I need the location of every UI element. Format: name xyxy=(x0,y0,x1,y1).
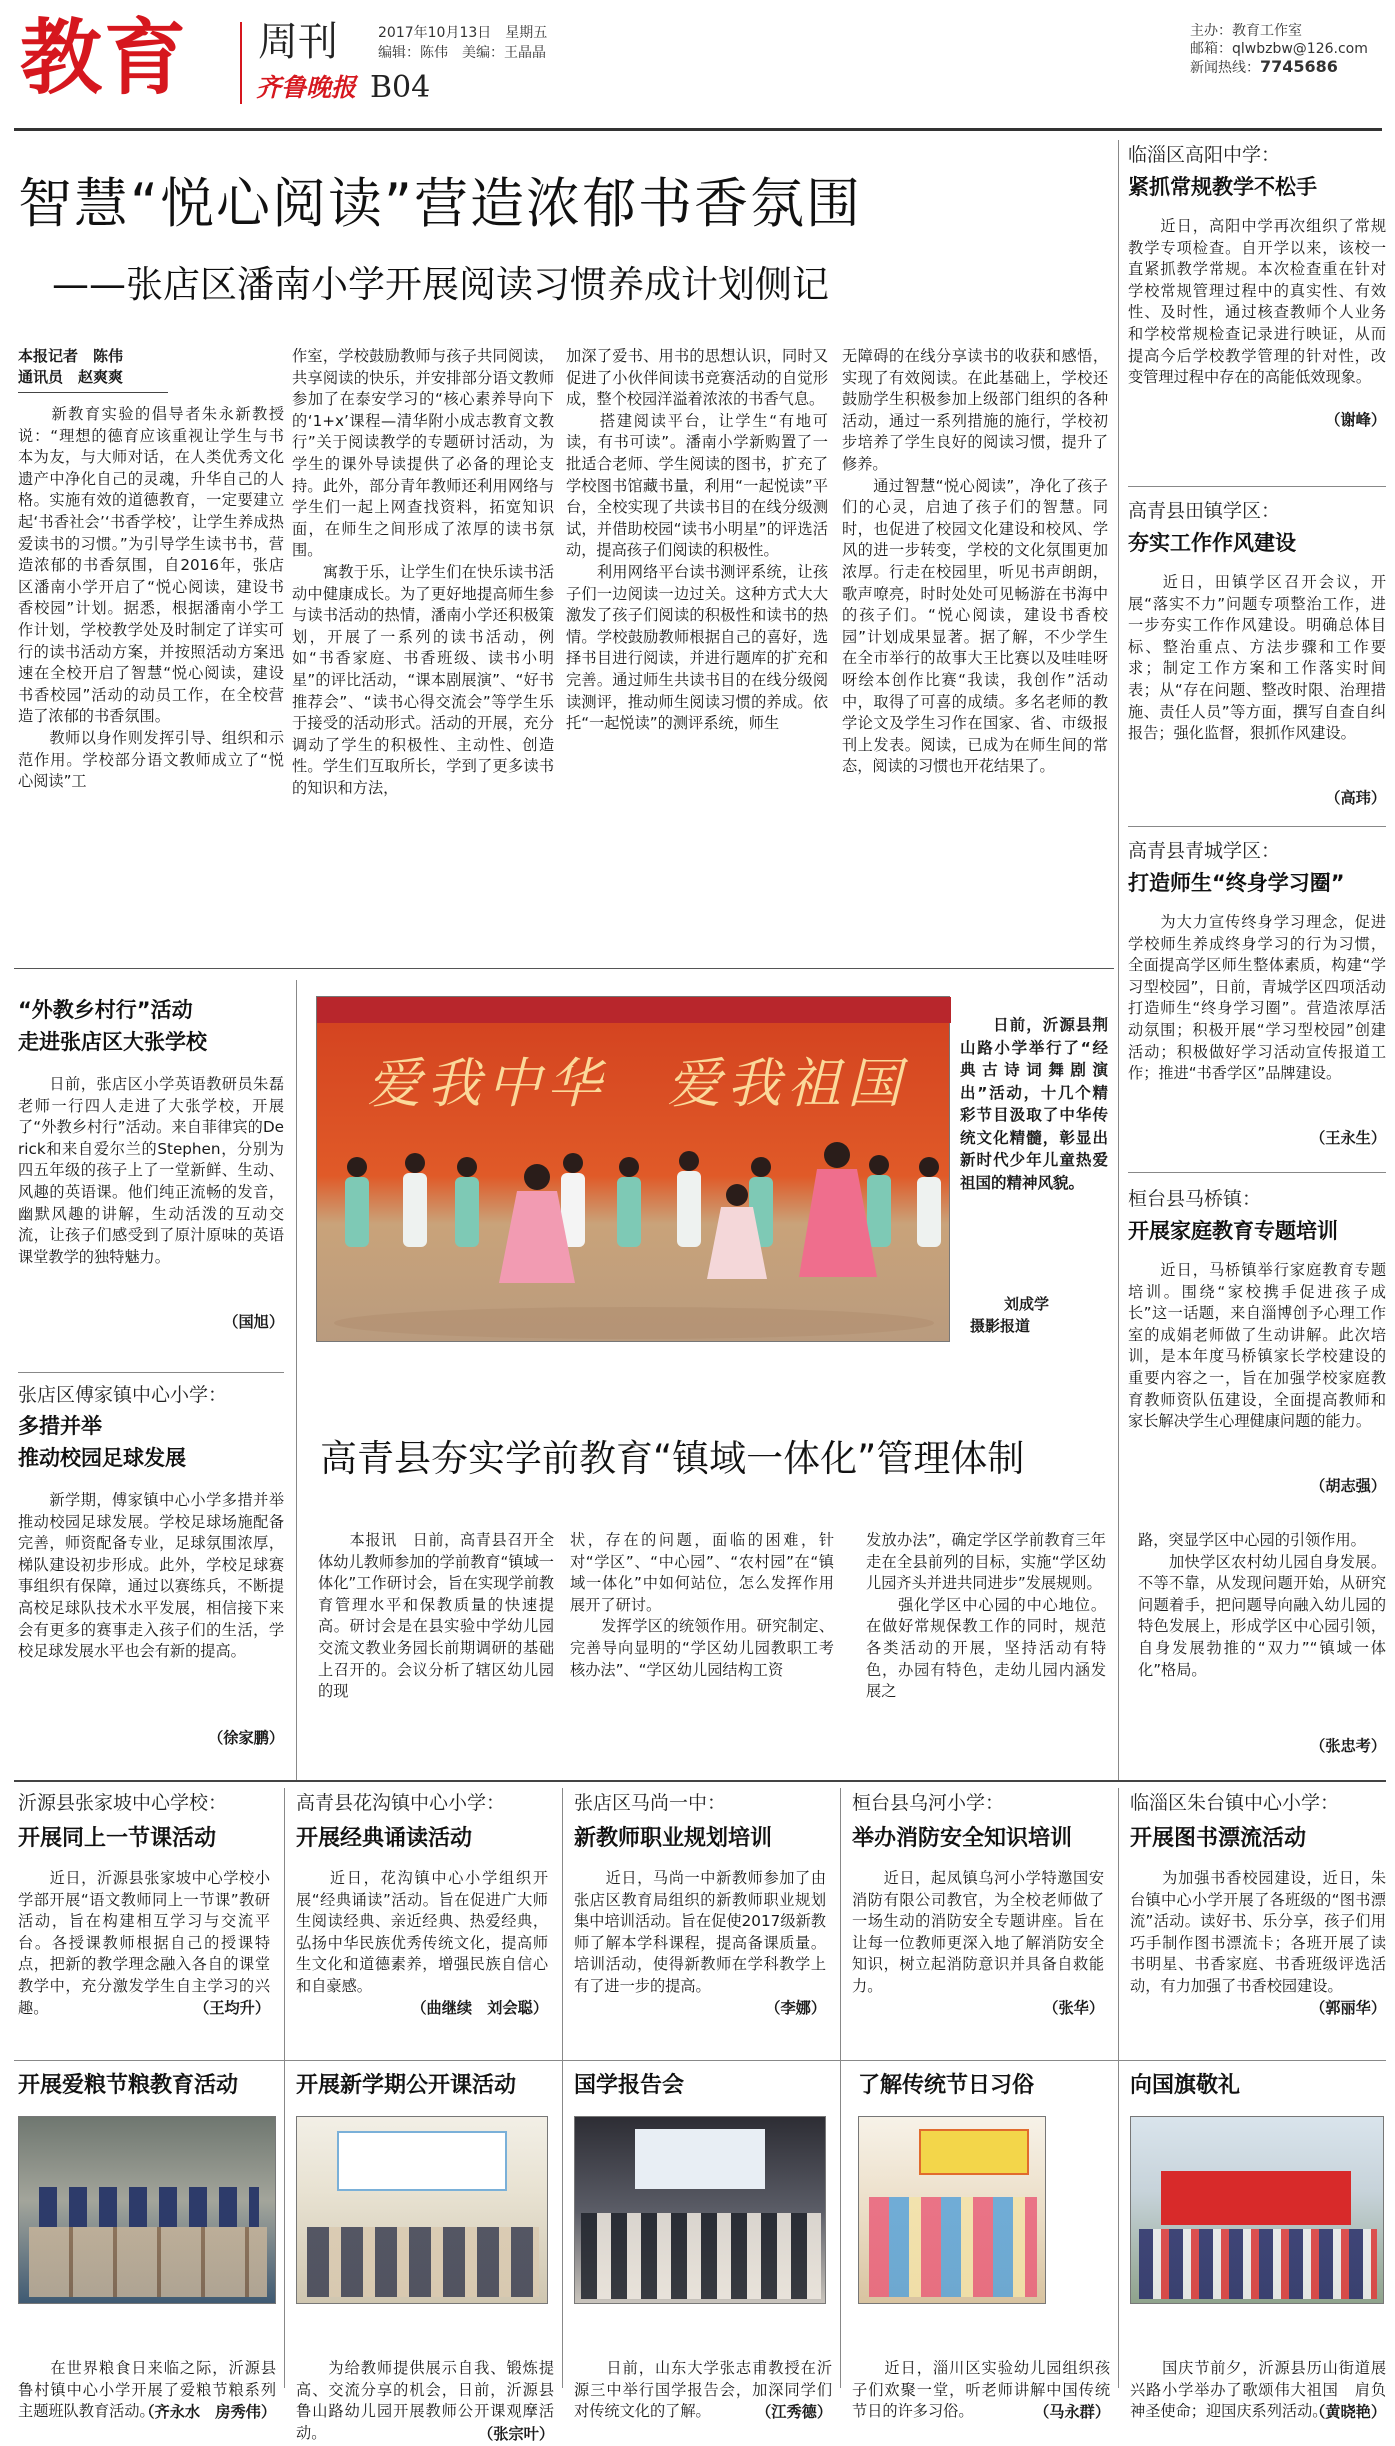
students-saluting xyxy=(1139,2229,1377,2299)
brief-sign: （郭丽华） xyxy=(1310,1999,1386,2017)
brief-headline: 开展同上一节课活动 xyxy=(18,1826,217,1851)
right-item-headline: 紧抓常规教学不松手 xyxy=(1128,175,1317,199)
lead-column-2: 作室，学校鼓励教师与孩子共同阅读，共享阅读的快乐，并安排部分语文教师参加了在泰安学习的“核心素养导向下的‘1+x’课程—清华附小成志教育文教行”关于阅读教学的专题研讨活动，为学生的课外导读提供了必备的理论支持。此外，部分青年教师还利用网络与学生们一起上网查找资料，拓宽知识面，在师生之间形成了浓厚的读书氛围。 寓教于乐，让学生们在快乐读书活动中健康成长。为了更好地提高师生参与读书活动的热情，潘南小学还积极策划，开展了一系列的读书活动，例如“书香家庭、书香班级、读书小明星”的评比活动，“课本剧展演”、“好书推荐会”、“读书心得交流会”等学生乐于接受的活动形式。活动的开展，充分调动了学生的积极性、主动性、创造性。学生们互取所长，学到了更多读书的知识和方法， xyxy=(292,347,554,797)
host-info: 主办：教育工作室 xyxy=(1190,23,1302,39)
photo-story-sign: （张宗叶） xyxy=(478,2425,554,2443)
left-item-sign: （徐家鹏） xyxy=(208,1729,284,1747)
right-item-headline: 打造师生“终身学习圈” xyxy=(1128,871,1345,895)
left-item-headline-1: 多措并举 xyxy=(18,1414,102,1438)
brief-kicker: 沂源县张家坡中心学校： xyxy=(18,1792,228,1814)
right-item-kicker: 高青县青城学区： xyxy=(1128,840,1281,862)
right-item-kicker: 临淄区高阳中学： xyxy=(1128,144,1281,166)
brief-4 xyxy=(852,1788,1104,2058)
editor-credit: 编辑：陈伟 美编：王晶晶 xyxy=(378,45,546,61)
right-rule-2 xyxy=(1128,826,1386,827)
left-item-1 xyxy=(18,994,284,1334)
brand-logo: 齐鲁晚报 xyxy=(256,73,357,102)
right-item-sign: （王永生） xyxy=(1310,1129,1386,1147)
page-number: B04 xyxy=(370,70,431,105)
email-info: 邮箱：qlwbzbw@126.com xyxy=(1190,41,1368,57)
right-item-sign: （胡志强） xyxy=(1310,1477,1386,1495)
brief-body: 为加强书香校园建设，近日，朱台镇中心小学开展了各班级的“图书漂流”活动。读好书、乐分享，孩子们用巧手制作图书漂流卡；各班开展了读书明星、书香家庭、书香班级评选活动，有力加强了书香校园建设。 xyxy=(1130,1869,1386,1995)
photos-top-rule xyxy=(14,2060,1386,2061)
brief-headline: 开展图书漂流活动 xyxy=(1130,1826,1307,1851)
brief-divider-3 xyxy=(840,1788,841,2388)
hotline-info xyxy=(1190,58,1338,77)
photo-credit-name: 刘成学 xyxy=(1004,1295,1050,1313)
brief-headline: 开展经典诵读活动 xyxy=(296,1826,473,1851)
photo-story-caption: 在世界粮食日来临之际，沂源县鲁村镇中心小学开展了爱粮节粮系列主题班队教育活动。 xyxy=(18,2359,276,2421)
second-headline: 高青县夯实学前教育“镇域一体化”管理体制 xyxy=(320,1437,1025,1480)
brief-headline: 举办消防安全知识培训 xyxy=(852,1826,1073,1851)
photo-story-headline: 了解传统节日习俗 xyxy=(858,2073,1035,2098)
issue-date: 2017年10月13日 星期五 xyxy=(378,25,548,41)
left-item-body: 新学期，傅家镇中心小学多措并举推动校园足球发展。学校足球场施配备完善，师资配备专业，足球氛围浓厚，梯队建设初步形成。此外，学校足球赛事组织有保障，通过以赛练兵，不断提高校足球队技术水平发展，相信接下来会有更多的赛事走入孩子们的生活，学校足球发展水平也会有新的提高。 xyxy=(18,1491,284,1661)
brief-body: 近日，马尚一中新教师参加了由张店区教育局组织的新教师职业规划集中培训活动。旨在促使2017级新教师了解本学科课程，提高备课质量。培训活动，使得新教师在学科教学上有了进一步的提高。 xyxy=(574,1869,826,1995)
photo-story-headline: 开展爱粮节粮教育活动 xyxy=(18,2073,239,2098)
photo-story-sign: （黄晓艳） xyxy=(1310,2403,1386,2421)
brief-sign: （王均升） xyxy=(194,1999,270,2017)
photo-story-5 xyxy=(1130,2068,1386,2424)
masthead xyxy=(0,0,1395,130)
photo-story-image xyxy=(858,2116,1046,2304)
second-column-3: 发放办法”，确定学区学前教育三年走在全县前列的目标，实施“学区幼儿园齐头并进共同进步”发展规则。 强化学区中心园的中心地位。在做好常规保教工作的同时，规范各类活动的开展，坚持活动有特色，办园有特色，走幼儿园内涵发展之 xyxy=(866,1531,1106,1701)
brief-divider-1 xyxy=(284,1788,285,2388)
right-item-kicker: 高青县田镇学区： xyxy=(1128,500,1281,522)
left-item-headline-2: 走进张店区大张学校 xyxy=(18,1030,207,1054)
right-item-1 xyxy=(1128,140,1386,432)
brief-sign: （曲继续 刘会聪） xyxy=(411,1999,548,2017)
stage-curtain xyxy=(317,997,951,1023)
second-divider xyxy=(1118,1506,1119,1780)
brief-body: 近日，起凤镇乌河小学特邀国安消防有限公司教官，为全校老师做了一场生动的消防安全专题讲座。旨在让每一位教师更深入地了解消防安全知识，树立起消防意识并具备自救能力。 xyxy=(852,1869,1104,1995)
left-column-divider xyxy=(296,980,297,1780)
photo-story-2 xyxy=(296,2068,554,2446)
masthead-rule xyxy=(14,128,1382,131)
left-item-2 xyxy=(18,1380,284,1750)
brief-divider-2 xyxy=(562,1788,563,2388)
second-column-1: 本报讯 日前，高青县召开全体幼儿教师参加的学前教育“镇域一体化”工作研讨会，旨在实现学前教育管理水平和保教质量的快速提高。研讨会是在县实验中学幼儿园交流文教业务园长前期调研的基础上召开的。会议分析了辖区幼儿园的现 xyxy=(318,1531,554,1701)
photo-credit-label: 摄影报道 xyxy=(970,1317,1031,1335)
briefs-top-rule xyxy=(14,1780,1386,1782)
lead-byline-1: 本报记者 陈伟 xyxy=(18,347,124,365)
brief-kicker: 桓台县乌河小学： xyxy=(852,1792,1005,1814)
section-title: 教育 xyxy=(20,10,189,106)
photo-main xyxy=(316,996,950,1342)
right-item-headline: 开展家庭教育专题培训 xyxy=(1128,1219,1338,1243)
brief-body: 近日，花沟镇中心小学组织开展“经典诵读”活动。旨在促进广大师生阅读经典、亲近经典、热爱经典，弘扬中华民族优秀传统文化，提高师生文化和道德素养，增强民族自信心和自豪感。 xyxy=(296,1869,548,1995)
photo-story-caption: 日前，山东大学张志甫教授在沂源三中举行国学报告会，加深同学们对传统文化的了解。 xyxy=(574,2359,832,2421)
wall-board xyxy=(337,2131,507,2191)
national-flag xyxy=(1161,2171,1351,2225)
children-group xyxy=(869,2197,1037,2297)
left-item-kicker: 张店区傅家镇中心小学： xyxy=(18,1384,228,1406)
lead-column-3: 加深了爱书、用书的思想认识，同时又促进了小伙伴间读书竞赛活动的自觉形成，整个校园洋溢着浓浓的书香气息。 搭建阅读平台，让学生“有地可读，有书可读”。潘南小学新购置了一批适合老师、学生阅读的图书，扩充了学校图书馆藏书量，利用“一起悦读”平台，全校实现了共读书目的在线分级测试，并借助校园“读书小明星”的评选活动，提高孩子们阅读的积极性。 利用网络平台读书测评系统，让孩子们一边阅读一边过关。这种方式大大激发了孩子们阅读的积极性和读书的热情。学校鼓励教师根据自己的喜好，选择书目进行阅读，并进行题库的扩充和完善。通过师生共读书目的在线分级阅读测评，推动师生阅读习惯的养成。依托“一起悦读”的测评系统，师生 xyxy=(566,347,828,733)
right-item-3 xyxy=(1128,836,1386,1150)
right-rule-1 xyxy=(1128,486,1386,487)
right-item-sign: （谢峰） xyxy=(1325,411,1386,429)
photo-story-3 xyxy=(574,2068,832,2424)
photo-caption: 日前，沂源县荆山路小学举行了“经典古诗词舞剧演出”活动，十几个精彩节目汲取了中华传统文化精髓，彰显出新时代少年儿童热爱祖国的精神风貌。 xyxy=(960,1016,1108,1192)
photo-story-image xyxy=(1130,2116,1384,2304)
brief-kicker: 高青县花沟镇中心小学： xyxy=(296,1792,506,1814)
lead-bottom-rule xyxy=(14,968,1114,969)
right-item-4 xyxy=(1128,1184,1386,1498)
right-item-body: 近日，马桥镇举行家庭教育专题培训。围绕“家校携手促进孩子成长”这一话题，来自淄博创予心理工作室的成娟老师做了生动讲解。此次培训，是本年度马桥镇家长学校建设的重要内容之一，旨在加强学校家庭教育教师资队伍建设，全面提高教师和家长解决学生心理健康问题的能力。 xyxy=(1128,1261,1386,1431)
photo-story-1 xyxy=(18,2068,276,2424)
byline-rule xyxy=(18,392,168,393)
dancers-figure xyxy=(317,1107,951,1343)
brief-sign: （李娜） xyxy=(765,1999,826,2017)
photo-story-image xyxy=(574,2116,826,2304)
brief-headline: 新教师职业规划培训 xyxy=(574,1826,773,1851)
brief-1 xyxy=(18,1788,270,2058)
photo-story-headline: 国学报告会 xyxy=(574,2073,685,2098)
seated-audience xyxy=(307,2227,539,2297)
brief-divider-4 xyxy=(1118,1788,1119,2388)
photo-story-caption: 近日，淄川区实验幼儿园组织孩子们欢聚一堂，听老师讲解中国传统节日的许多习俗。 xyxy=(852,2359,1110,2421)
left-item-sign: （国旭） xyxy=(223,1313,284,1331)
photo-story-caption: 国庆节前夕，沂源县历山街道展兴路小学举办了歌颂伟大祖国 肩负神圣使命；迎国庆系列活动。 xyxy=(1130,2359,1386,2421)
lead-column-1: 新教育实验的倡导者朱永新教授说：“理想的德育应该重视让学生与书本为友，与大师对话，在人类优秀文化遗产中净化自己的灵魂，升华自己的人格。实施有效的道德教育，一定要建立起‘书香社会’‘书香学校’，让学生养成热爱读书的习惯。”为引导学生读书书，营造浓郁的书香氛围，自2016年，张店区潘南小学开启了“悦心阅读，建设书香校园”计划。据悉，根据潘南小学工作计划，学校教学处及时制定了详实可行的读书活动方案，并按照活动方案迅速在全校开启了智慧“悦心阅读，建设书香校园”活动的动员工作，在全校营造了浓郁的书香氛围。 教师以身作则发挥引导、组织和示范作用。学校部分语文教师成立了“悦心阅读”工 xyxy=(18,405,284,791)
brief-3 xyxy=(574,1788,826,2058)
left-item-headline-1: “外教乡村行”活动 xyxy=(18,998,193,1022)
photo-story-4 xyxy=(852,2068,1110,2424)
right-rule-3 xyxy=(1128,1172,1386,1173)
stage-banner: 爱我中华 爱我祖国 xyxy=(367,1052,907,1115)
photo-story-sign: （齐永水 房秀伟） xyxy=(139,2403,276,2421)
right-item-body: 近日，田镇学区召开会议，开展“落实不力”问题专项整治工作，进一步夯实工作作风建设。明确总体目标、整治重点、方法步骤和工作要求；制定工作方案和工作落实时间表；从“存在问题、整改时限、治理措施、责任人员”等方面，撰写自查自纠报告；强化监督，狠抓作风建设。 xyxy=(1128,573,1386,743)
lead-byline-2: 通讯员 赵爽爽 xyxy=(18,368,124,386)
classroom-poster xyxy=(919,2129,1029,2175)
lead-subhead: ——张店区潘南小学开展阅读习惯养成计划侧记 xyxy=(52,263,829,306)
photo-story-headline: 开展新学期公开课活动 xyxy=(296,2073,517,2098)
lead-column-4: 无障碍的在线分享读书的收获和感悟，实现了有效阅读。在此基础上，学校还鼓励学生积极参加上级部门组织的各种活动，通过一系列措施的施行，学校初步培养了学生良好的阅读习惯，提升了修养。 通过智慧“悦心阅读”，净化了孩子们的心灵，启迪了孩子们的智慧。同时，也促进了校园文化建设和校风、学风的进一步转变，学校的文化氛围更加浓厚。行走在校园里，听见书声朗朗，歌声嘹亮，时时处处可见畅游在书海中的孩子们。“悦心阅读，建设书香校园”计划成果显著。据了解，不少学生在全市举行的故事大王比赛以及哇哇呀呀绘本创作比赛“我读，我创作”活动中，取得了可喜的成绩。多名老师的教学论文及学生习作在国家、省、市级报刊上发表。阅读，已成为在师生间的常态，阅读的习惯也开花结果了。 xyxy=(842,347,1108,776)
classroom-desks xyxy=(29,2227,267,2297)
second-column-2: 状，存在的问题，面临的困难，针对“学区”、“中心园”、“农村园”在“镇域一体化”中如何站位，怎么发挥作用展开了研讨。 发挥学区的统领作用。研究制定、完善导向显明的“学区幼儿园教职工考核办法”、“学区幼儿园结构工资 xyxy=(570,1531,834,1679)
photo-story-caption: 为给教师提供展示自我、锻炼提高、交流分享的机会，日前，沂源县鲁山路幼儿园开展教师公开课观摩活动。 xyxy=(296,2359,554,2442)
brief-sign: （张华） xyxy=(1043,1999,1104,2017)
right-item-sign: （高玮） xyxy=(1325,789,1386,807)
hotline-label: 新闻热线： xyxy=(1190,60,1260,76)
brief-2 xyxy=(296,1788,548,2058)
lecture-audience xyxy=(581,2213,821,2299)
right-item-headline: 夯实工作作风建设 xyxy=(1128,531,1296,555)
second-sign: （张忠考） xyxy=(1310,1737,1386,1755)
weekly-label: 周刊 xyxy=(258,19,338,65)
photo-story-sign: （马永群） xyxy=(1034,2403,1110,2421)
photo-story-image xyxy=(296,2116,548,2304)
right-item-kicker: 桓台县马桥镇： xyxy=(1128,1188,1262,1210)
photo-story-image xyxy=(18,2116,276,2304)
left-item-body: 日前，张店区小学英语教研员朱磊老师一行四人走进了大张学校，开展了“外教乡村行”活动。来自菲律宾的Derick和来自爱尔兰的Stephen，分别为四五年级的孩子上了一堂新鲜、生动、风趣的英语课。他们纯正流畅的发音，幽默风趣的讲解，生动活泼的互动交流，让孩子们感受到了原汁原味的英语课堂教学的独特魅力。 xyxy=(18,1075,284,1266)
left-item-headline-2: 推动校园足球发展 xyxy=(18,1446,186,1470)
students xyxy=(39,2187,259,2227)
lecture-screen xyxy=(635,2129,765,2189)
left-rule xyxy=(18,1372,284,1373)
right-item-body: 近日，高阳中学再次组织了常规教学专项检查。自开学以来，该校一直紧抓教学常规。本次检查重在针对学校常规管理过程中的真实性、有效性、及时性，通过核查教师个人业务和学校常规检查记录进行映证，从而提高今后学校教学管理的针对性，改变管理过程中存在的高能低效现象。 xyxy=(1128,217,1386,387)
brief-5 xyxy=(1130,1788,1386,2058)
masthead-divider xyxy=(240,22,242,104)
brief-kicker: 临淄区朱台镇中心小学： xyxy=(1130,1792,1340,1814)
photo-story-sign: （江秀德） xyxy=(756,2403,832,2421)
photo-story-headline: 向国旗敬礼 xyxy=(1130,2073,1241,2098)
right-item-body: 为大力宣传终身学习理念，促进学校师生养成终身学习的行为习惯，全面提高学区师生整体素质，构建“学习型校园”，日前，青城学区四项活动打造师生“终身学习圈”。营造浓厚活动氛围；积极开展“学习型校园”创建活动；积极做好学习活动宣传报道工作；推进“书香学区”品牌建设。 xyxy=(1128,913,1386,1083)
second-column-4: 路，突显学区中心园的引领作用。 加快学区农村幼儿园自身发展。不等不靠，从发现问题开始，从研究问题着手，把问题导向融入幼儿园的特色发展上，形成学区中心园引领，自身发展勃推的“双力”“镇域一体化”格局。 xyxy=(1138,1531,1386,1679)
hotline-number: 7745686 xyxy=(1260,57,1338,76)
brief-body: 近日，沂源县张家坡中心学校小学部开展“语文教师同上一节课”教研活动，旨在构建相互学习与交流平台。各授课教师根据自己的授课特点，把新的教学理念融入各自的课堂教学中，充分激发学生自主学习的兴趣。 xyxy=(18,1869,270,2017)
lead-headline: 智慧“悦心阅读”营造浓郁书香氛围 xyxy=(18,172,862,235)
right-item-2 xyxy=(1128,496,1386,810)
brief-kicker: 张店区马尚一中： xyxy=(574,1792,727,1814)
